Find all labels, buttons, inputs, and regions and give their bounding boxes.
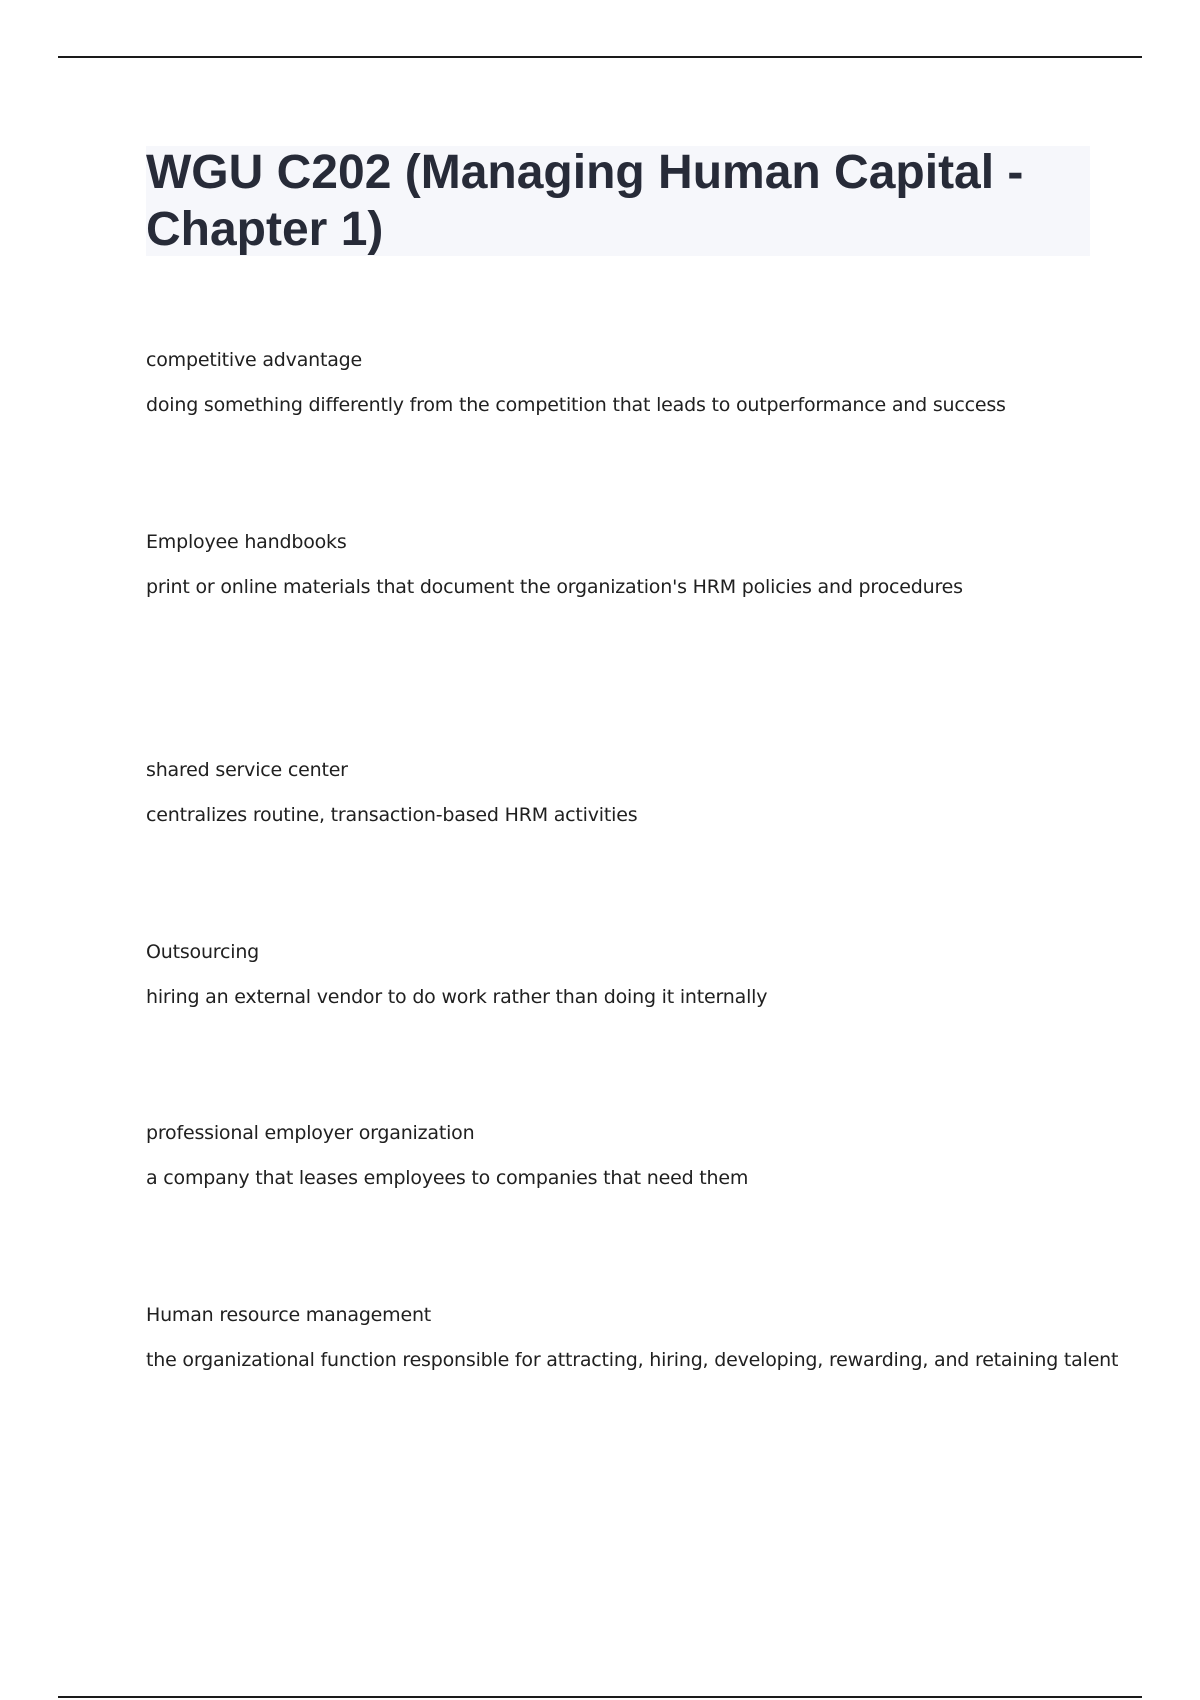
flashcard-entry xyxy=(146,530,1106,599)
flashcard-definition: doing something differently from the competition that leads to outperformance and success xyxy=(146,394,1006,416)
flashcard-definition: centralizes routine, transaction-based HRM activities xyxy=(146,804,638,826)
flashcard-term: Human resource management xyxy=(146,1304,432,1326)
flashcard-term: Employee handbooks xyxy=(146,531,347,553)
title-box xyxy=(146,146,1090,256)
flashcard-entry xyxy=(146,758,1106,827)
flashcard-definition: a company that leases employees to companies that need them xyxy=(146,1167,749,1189)
flashcard-entry xyxy=(146,1303,1119,1372)
flashcard-definition: hiring an external vendor to do work rather than doing it internally xyxy=(146,986,768,1008)
flashcard-term: shared service center xyxy=(146,759,348,781)
flashcard-entry xyxy=(146,940,1106,1009)
flashcard-definition: the organizational function responsible for attracting, hiring, developing, rewarding, and retaining talent xyxy=(146,1349,1119,1371)
bottom-rule xyxy=(58,1696,1142,1698)
top-rule xyxy=(58,56,1142,58)
flashcard-definition: print or online materials that document the organization's HRM policies and procedures xyxy=(146,576,963,598)
flashcard-term: professional employer organization xyxy=(146,1122,475,1144)
flashcard-term: competitive advantage xyxy=(146,349,363,371)
page-title: WGU C202 (Managing Human Capital - Chapter 1) xyxy=(146,146,1024,256)
flashcard-entry xyxy=(146,1121,1106,1190)
flashcard-entry xyxy=(146,348,1106,417)
flashcard-term: Outsourcing xyxy=(146,941,260,963)
